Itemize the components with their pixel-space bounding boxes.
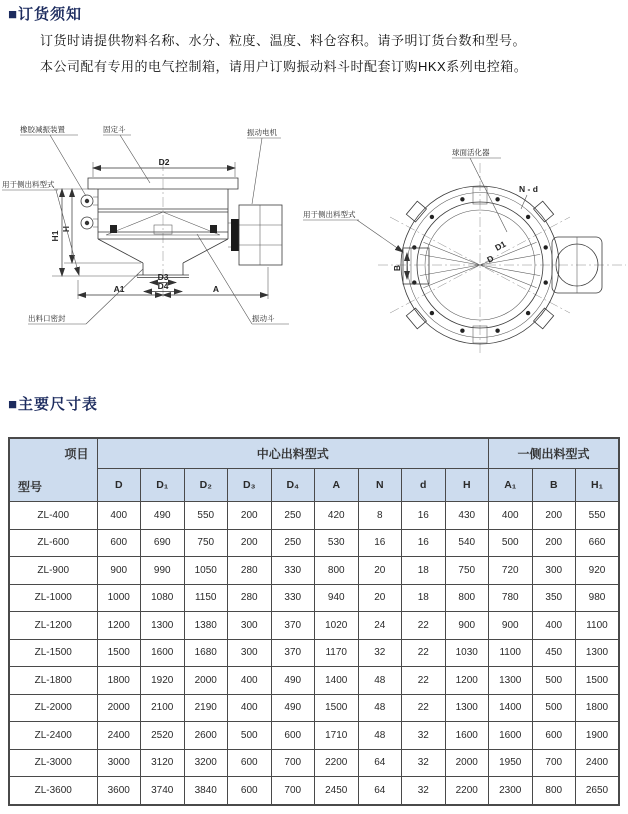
value-cell: 800 [445,584,489,612]
value-cell: 1900 [576,722,620,750]
value-cell: 1500 [315,694,359,722]
value-cell: 3740 [141,777,185,805]
value-cell: 1300 [445,694,489,722]
value-cell: 690 [141,529,185,557]
dim-label-d: D [485,253,496,265]
value-cell: 490 [141,502,185,530]
value-cell: 22 [402,694,446,722]
value-cell: 500 [532,667,576,695]
value-cell: 24 [358,612,402,640]
value-cell: 990 [141,557,185,585]
value-cell: 370 [271,612,315,640]
value-cell: 720 [489,557,533,585]
value-cell: 900 [489,612,533,640]
value-cell: 2520 [141,722,185,750]
value-cell: 490 [271,667,315,695]
value-cell: 1600 [489,722,533,750]
model-cell: ZL-3600 [9,777,97,805]
value-cell: 280 [228,557,272,585]
dim-label-h: H [61,225,71,233]
column-header: D₁ [141,469,185,502]
value-cell: 400 [228,667,272,695]
table-row [9,777,619,805]
value-cell: 1680 [184,639,228,667]
value-cell: 3120 [141,749,185,777]
corner-label-item: 项目 [64,447,89,461]
column-header: D₃ [228,469,272,502]
column-header: H [445,469,489,502]
value-cell: 750 [445,557,489,585]
model-cell: ZL-400 [9,502,97,530]
value-cell: 2000 [445,749,489,777]
order-notice-title: ■订货须知 [8,6,83,23]
value-cell: 1200 [445,667,489,695]
value-cell: 20 [358,584,402,612]
value-cell: 16 [402,502,446,530]
value-cell: 280 [228,584,272,612]
technical-drawings [0,105,628,357]
table-row [9,529,619,557]
value-cell: 550 [184,502,228,530]
value-cell: 400 [532,612,576,640]
value-cell: 400 [97,502,141,530]
dim-label-d4: D4 [157,281,169,291]
value-cell: 2400 [97,722,141,750]
value-cell: 2200 [315,749,359,777]
table-row [9,722,619,750]
value-cell: 1000 [97,584,141,612]
model-cell: ZL-900 [9,557,97,585]
dim-label-a1: A1 [113,284,125,294]
column-header: N [358,469,402,502]
value-cell: 1030 [445,639,489,667]
value-cell: 540 [445,529,489,557]
column-header-row [9,469,619,502]
fixed-hopper-label: 固定斗 [103,125,126,134]
model-cell: ZL-2400 [9,722,97,750]
table-row [9,639,619,667]
value-cell: 700 [532,749,576,777]
value-cell: 550 [576,502,620,530]
value-cell: 1600 [141,639,185,667]
model-cell: ZL-1500 [9,639,97,667]
column-header: d [402,469,446,502]
value-cell: 200 [532,502,576,530]
model-cell: ZL-600 [9,529,97,557]
value-cell: 1500 [97,639,141,667]
value-cell: 16 [402,529,446,557]
value-cell: 2650 [576,777,620,805]
value-cell: 22 [402,612,446,640]
value-cell: 20 [358,557,402,585]
table-row [9,612,619,640]
model-cell: ZL-1800 [9,667,97,695]
value-cell: 1800 [97,667,141,695]
column-header: B [532,469,576,502]
value-cell: 250 [271,502,315,530]
group-header-row [9,438,619,469]
value-cell: 1020 [315,612,359,640]
value-cell: 1710 [315,722,359,750]
table-row [9,502,619,530]
value-cell: 18 [402,557,446,585]
damper-label: 橡胶减振装置 [20,125,65,134]
value-cell: 530 [315,529,359,557]
dim-label-a: A [212,284,220,294]
value-cell: 2600 [184,722,228,750]
value-cell: 32 [402,749,446,777]
drawings-svg [0,105,628,357]
value-cell: 400 [228,694,272,722]
value-cell: 3200 [184,749,228,777]
value-cell: 500 [532,694,576,722]
value-cell: 1800 [576,694,620,722]
value-cell: 600 [228,777,272,805]
value-cell: 22 [402,639,446,667]
dim-label-b: B [392,264,402,272]
value-cell: 1380 [184,612,228,640]
value-cell: 1400 [489,694,533,722]
value-cell: 16 [358,529,402,557]
dim-label-h1: H1 [50,230,60,242]
value-cell: 18 [402,584,446,612]
value-cell: 48 [358,694,402,722]
value-cell: 1100 [489,639,533,667]
group-header-center-discharge: 中心出料型式 [97,438,489,469]
table-row [9,557,619,585]
value-cell: 330 [271,584,315,612]
value-cell: 2000 [97,694,141,722]
dimension-table-title: ■主要尺寸表 [8,396,99,413]
value-cell: 1100 [576,612,620,640]
value-cell: 2200 [445,777,489,805]
value-cell: 32 [358,639,402,667]
vibrating-hopper-label: 振动斗 [252,314,275,323]
side-view-diagram [2,124,289,324]
outlet-seal-label: 出料口密封 [28,314,66,323]
notice-paragraph-2: 本公司配有专用的电气控制箱，请用户订购振动料斗时配套订购HKX系列电控箱。 [40,59,528,74]
value-cell: 2000 [184,667,228,695]
vibration-motor-label: 振动电机 [247,128,277,137]
value-cell: 2400 [576,749,620,777]
value-cell: 1080 [141,584,185,612]
model-cell: ZL-3000 [9,749,97,777]
group-header-side-discharge: 一侧出料型式 [489,438,620,469]
value-cell: 400 [489,502,533,530]
side-discharge-label-left: 用于侧出料型式 [2,180,55,189]
side-discharge-label-right: 用于侧出料型式 [303,210,356,219]
value-cell: 2450 [315,777,359,805]
corner-cell [9,438,97,502]
value-cell: 48 [358,667,402,695]
value-cell: 1300 [576,639,620,667]
value-cell: 430 [445,502,489,530]
value-cell: 22 [402,667,446,695]
value-cell: 450 [532,639,576,667]
bolt-spec-label: N - d [519,184,538,194]
value-cell: 3600 [97,777,141,805]
value-cell: 900 [445,612,489,640]
value-cell: 920 [576,557,620,585]
value-cell: 700 [271,749,315,777]
value-cell: 330 [271,557,315,585]
column-header: H₁ [576,469,620,502]
value-cell: 780 [489,584,533,612]
value-cell: 370 [271,639,315,667]
value-cell: 2190 [184,694,228,722]
value-cell: 1300 [489,667,533,695]
value-cell: 800 [532,777,576,805]
value-cell: 940 [315,584,359,612]
dim-label-d1: D1 [493,238,508,253]
value-cell: 300 [532,557,576,585]
value-cell: 700 [271,777,315,805]
value-cell: 1150 [184,584,228,612]
value-cell: 420 [315,502,359,530]
dim-label-d2: D2 [158,157,170,167]
dimension-table [8,437,620,806]
value-cell: 250 [271,529,315,557]
value-cell: 490 [271,694,315,722]
model-cell: ZL-2000 [9,694,97,722]
table-row [9,749,619,777]
value-cell: 500 [228,722,272,750]
value-cell: 350 [532,584,576,612]
value-cell: 1050 [184,557,228,585]
value-cell: 3840 [184,777,228,805]
table-body [9,502,619,805]
value-cell: 1400 [315,667,359,695]
notice-paragraph-1: 订货时请提供物料名称、水分、粒度、温度、料仓容积。请予明订货台数和型号。 [40,33,527,48]
value-cell: 900 [97,557,141,585]
value-cell: 500 [489,529,533,557]
table-row [9,694,619,722]
value-cell: 2300 [489,777,533,805]
value-cell: 600 [532,722,576,750]
value-cell: 8 [358,502,402,530]
column-header: D₂ [184,469,228,502]
column-header: A [315,469,359,502]
top-view-diagram [303,147,626,355]
value-cell: 1600 [445,722,489,750]
value-cell: 48 [358,722,402,750]
value-cell: 200 [228,529,272,557]
value-cell: 1500 [576,667,620,695]
value-cell: 660 [576,529,620,557]
value-cell: 1950 [489,749,533,777]
value-cell: 800 [315,557,359,585]
model-cell: ZL-1200 [9,612,97,640]
value-cell: 750 [184,529,228,557]
value-cell: 300 [228,639,272,667]
table-row [9,584,619,612]
value-cell: 200 [532,529,576,557]
value-cell: 1300 [141,612,185,640]
value-cell: 300 [228,612,272,640]
value-cell: 600 [228,749,272,777]
value-cell: 980 [576,584,620,612]
table-row [9,667,619,695]
value-cell: 64 [358,777,402,805]
value-cell: 600 [97,529,141,557]
value-cell: 1170 [315,639,359,667]
value-cell: 1200 [97,612,141,640]
corner-label-model: 型号 [18,480,43,494]
value-cell: 1920 [141,667,185,695]
column-header: D [97,469,141,502]
value-cell: 600 [271,722,315,750]
value-cell: 64 [358,749,402,777]
value-cell: 200 [228,502,272,530]
value-cell: 32 [402,722,446,750]
value-cell: 32 [402,777,446,805]
activator-label: 球面活化器 [452,148,490,157]
column-header: D₄ [271,469,315,502]
column-header: A₁ [489,469,533,502]
value-cell: 2100 [141,694,185,722]
value-cell: 3000 [97,749,141,777]
dim-label-d3: D3 [157,272,169,282]
model-cell: ZL-1000 [9,584,97,612]
